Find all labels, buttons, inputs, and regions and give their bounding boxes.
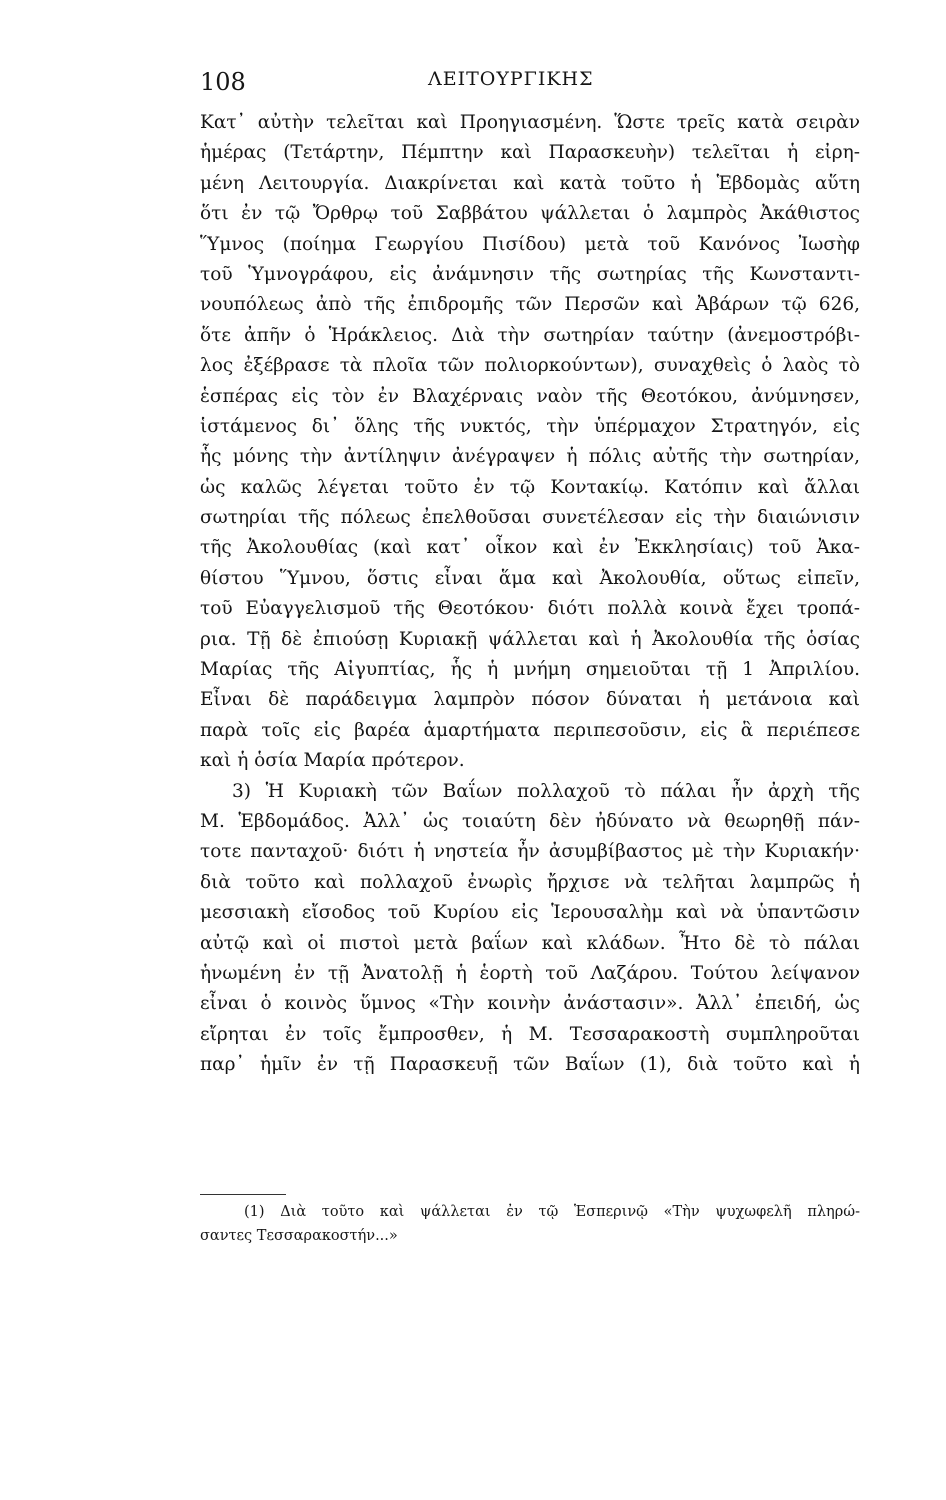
text-line: καὶ ἡ ὁσία Μαρία πρότερον. (200, 750, 465, 772)
text-line: ἡνωμένη ἐν τῇ Ἀνατολῇ ἡ ἑορτὴ τοῦ Λαζάρου. Τούτου λείψανον (200, 962, 860, 984)
page-number: 108 (200, 68, 246, 96)
text-line: ὅτι ἐν τῷ Ὄρθρῳ τοῦ Σαββάτου ψάλλεται ὁ λαμπρὸς Ἀκάθιστος (200, 203, 860, 225)
text-line: μένη Λειτουργία. Διακρίνεται καὶ κατὰ τοῦτο ἡ Ἑβδομὰς αὕτη (200, 172, 860, 194)
text-line: Μαρίας τῆς Αἰγυπτίας, ἧς ἡ μνήμη σημειοῦται τῇ 1 Ἀπριλίου. (200, 659, 860, 681)
text-line: τοτε πανταχοῦ· διότι ἡ νηστεία ἦν ἀσυμβίβαστος μὲ τὴν Κυριακήν· (200, 841, 860, 863)
body-text (200, 108, 860, 1081)
text-line: νουπόλεως ἀπὸ τῆς ἐπιδρομῆς τῶν Περσῶν καὶ Ἀβάρων τῷ 626, (200, 294, 860, 316)
text-line: θίστου Ὕμνου, ὅστις εἶναι ἅμα καὶ Ἀκολουθία, οὕτως εἰπεῖν, (200, 567, 860, 589)
text-line: εἶναι ὁ κοινὸς ὕμνος «Τὴν κοινὴν ἀνάστασιν». Ἀλλ᾽ ἐπειδή, ὡς (200, 993, 860, 1015)
text-line: 3) Ἡ Κυριακὴ τῶν Βαΐων πολλαχοῦ τὸ πάλαι ἦν ἀρχὴ τῆς (232, 780, 860, 802)
text-line: Κατ᾽ αὐτὴν τελεῖται καὶ Προηγιασμένη. Ὥστε τρεῖς κατὰ σειρὰν (200, 112, 860, 133)
text-line: σωτηρίαι τῆς πόλεως ἐπελθοῦσαι συνετέλεσαν εἰς τὴν διαιώνισιν (200, 507, 860, 529)
footnote-line: σαντες Τεσσαρακοστήν...» (200, 1228, 398, 1244)
footnote (200, 1200, 860, 1248)
text-line: ὡς καλῶς λέγεται τοῦτο ἐν τῷ Κοντακίῳ. Κατόπιν καὶ ἄλλαι (200, 476, 860, 498)
text-line: ὅτε ἀπῆν ὁ Ἡράκλειος. Διὰ τὴν σωτηρίαν ταύτην (ἀνεμοστρόβι- (200, 324, 860, 346)
footnote-rule (200, 1194, 286, 1195)
text-line: εἴρηται ἐν τοῖς ἔμπροσθεν, ἡ Μ. Τεσσαρακοστὴ συμπληροῦται (200, 1023, 860, 1045)
text-line: διὰ τοῦτο καὶ πολλαχοῦ ἐνωρὶς ἤρχισε νὰ τελῆται λαμπρῶς ἡ (200, 871, 860, 893)
text-line: παρ᾽ ἡμῖν ἐν τῇ Παρασκευῇ τῶν Βαΐων (1), διὰ τοῦτο καὶ ἡ (200, 1054, 860, 1076)
text-line: ἑσπέρας εἰς τὸν ἐν Βλαχέρναις ναὸν τῆς Θεοτόκου, ἀνύμνησεν, (200, 385, 860, 407)
text-line: λος ἐξέβρασε τὰ πλοῖα τῶν πολιορκούντων), συναχθεὶς ὁ λαὸς τὸ (200, 355, 860, 377)
page-header (200, 62, 860, 102)
text-line: τοῦ Εὐαγγελισμοῦ τῆς Θεοτόκου· διότι πολλὰ κοινὰ ἔχει τροπά- (200, 598, 860, 620)
text-line: ἱστάμενος δι᾽ ὅλης τῆς νυκτός, τὴν ὑπέρμαχον Στρατηγόν, εἰς (200, 415, 860, 437)
text-line: Εἶναι δὲ παράδειγμα λαμπρὸν πόσον δύναται ἡ μετάνοια καὶ (200, 689, 860, 711)
text-line: μεσσιακὴ εἴσοδος τοῦ Κυρίου εἰς Ἱερουσαλὴμ καὶ νὰ ὑπαντῶσιν (200, 902, 860, 924)
text-line: τῆς Ἀκολουθίας (καὶ κατ᾽ οἶκον καὶ ἐν Ἐκκλησίαις) τοῦ Ἀκα- (200, 537, 860, 559)
text-line: τοῦ Ὑμνογράφου, εἰς ἀνάμνησιν τῆς σωτηρίας τῆς Κωνσταντι- (200, 263, 860, 285)
text-line: Μ. Ἑβδομάδος. Ἀλλ᾽ ὡς τοιαύτη δὲν ἠδύνατο νὰ θεωρηθῇ πάν- (200, 810, 860, 832)
text-line: ρια. Τῇ δὲ ἐπιούσῃ Κυριακῇ ψάλλεται καὶ ἡ Ἀκολουθία τῆς ὁσίας (200, 628, 860, 650)
text-line: Ὕμνος (ποίημα Γεωργίου Πισίδου) μετὰ τοῦ Κανόνος Ἰωσὴφ (200, 233, 860, 255)
text-line: αὐτῷ καὶ οἱ πιστοὶ μετὰ βαΐων καὶ κλάδων. Ἦτο δὲ τὸ πάλαι (200, 932, 860, 954)
footnote-line: (1) Διὰ τοῦτο καὶ ψάλλεται ἐν τῷ Ἑσπερινῷ «Τὴν ψυχωφελῆ πληρώ- (244, 1204, 860, 1220)
running-head: ΛΕΙΤΟΥΡΓΙΚΗΣ (428, 68, 594, 90)
text-line: παρὰ τοῖς εἰς βαρέα ἁμαρτήματα περιπεσοῦσιν, εἰς ἃ περιέπεσε (200, 719, 860, 741)
text-line: ἧς μόνης τὴν ἀντίληψιν ἀνέγραψεν ἡ πόλις αὐτῆς τὴν σωτηρίαν, (200, 446, 860, 468)
text-line: ἡμέρας (Τετάρτην, Πέμπτην καὶ Παρασκευὴν) τελεῖται ἡ εἰρη- (200, 142, 860, 164)
